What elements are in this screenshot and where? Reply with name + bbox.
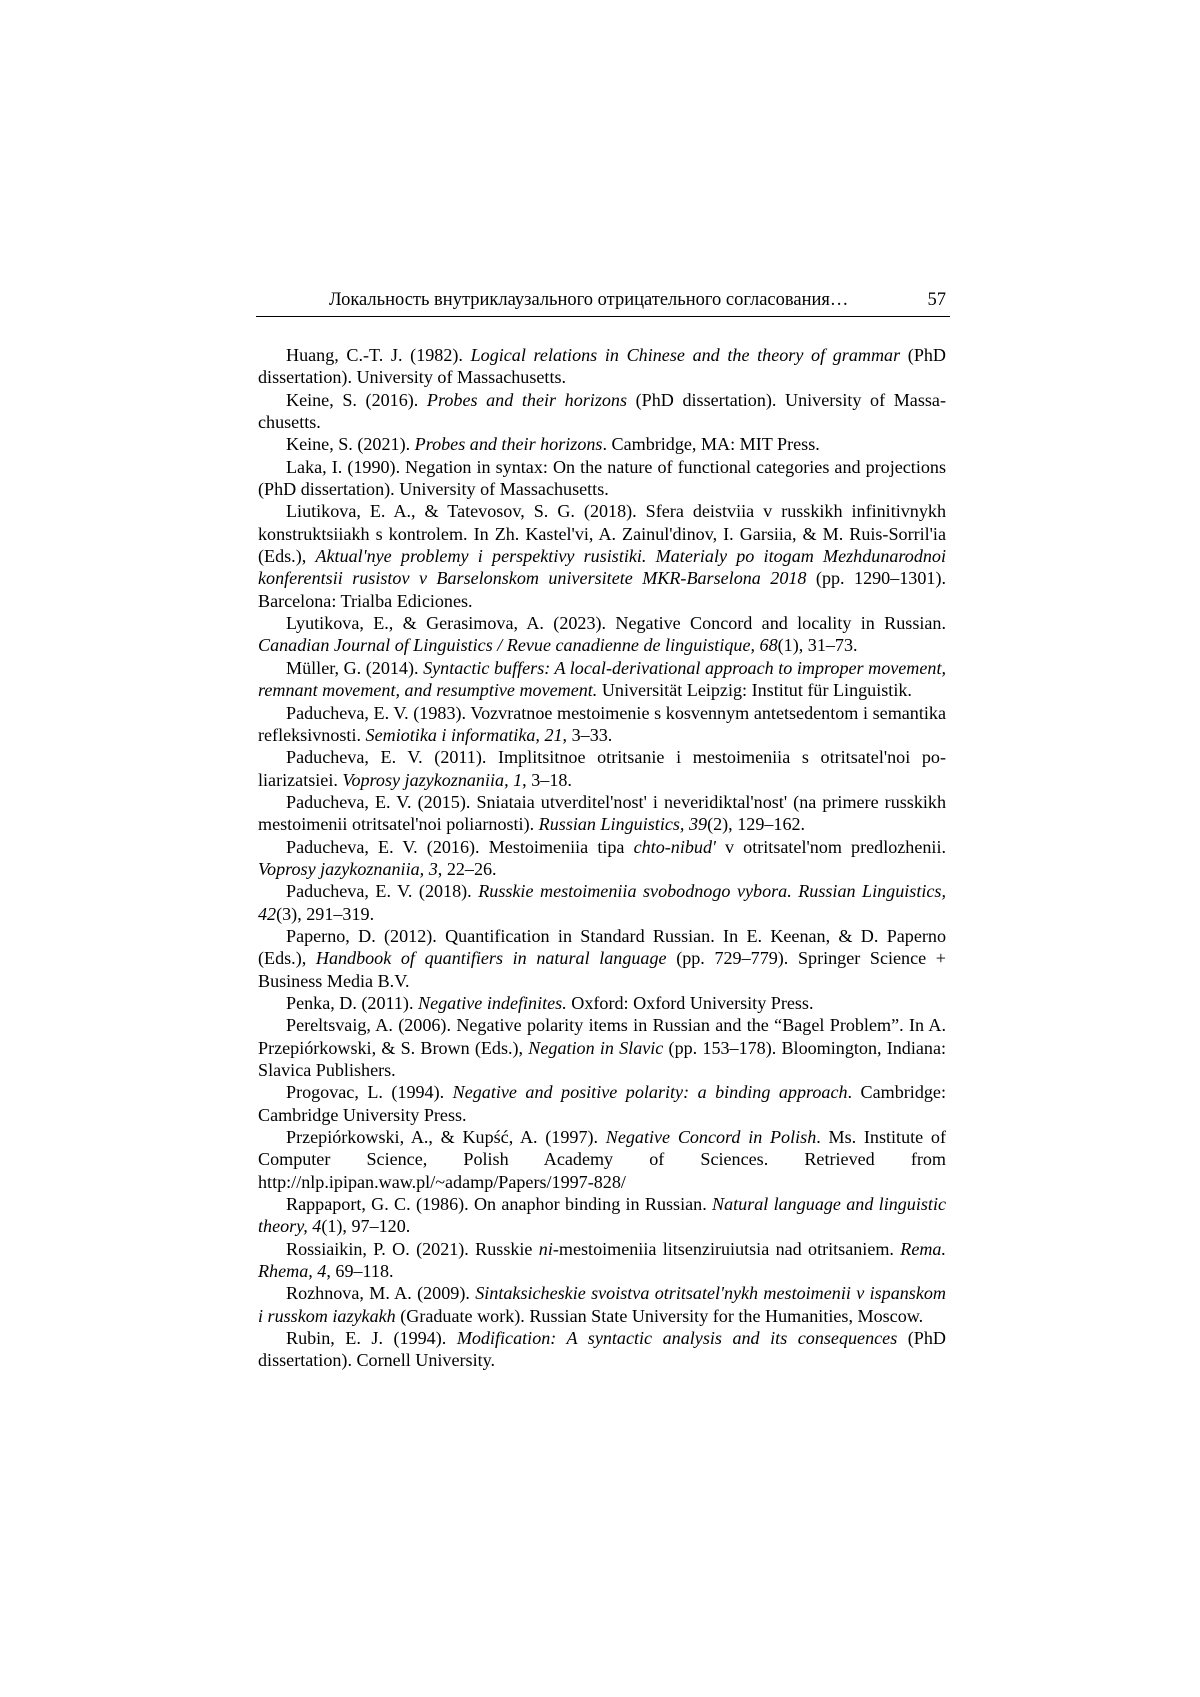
reference-italic-text: Sintaksicheskie svoistva otritsatel'nykh mestoimenii v ispanskom i russkom iazykakh	[258, 1283, 946, 1326]
reference-text: Przepiórkowski, A., & Kupść, A. (1997).	[286, 1127, 606, 1148]
reference-entry	[258, 992, 946, 1014]
reference-entry	[258, 1238, 946, 1283]
reference-text: , 22–26.	[437, 858, 497, 879]
reference-text: (2), 129–162.	[707, 814, 806, 835]
reference-text: Pereltsvaig, A. (2006). Negative polarity items in Russian and the “Bagel Problem”. In A. Przepiórkowski, & S. Brown (Eds.),	[258, 1015, 946, 1058]
reference-italic-text: Syntactic buffers: A local-derivational approach to improper movement, remnant movement, and resumptive movement.	[258, 657, 946, 701]
reference-text: , 3–33.	[562, 724, 613, 745]
reference-italic-text: Voprosy jazykoznaniia, 1	[342, 769, 523, 790]
reference-text: Oxford: Oxford University Press.	[566, 992, 814, 1013]
reference-italic-text: Negation in Slavic	[528, 1037, 664, 1058]
reference-italic-text: Negative and positive polarity: a binding approach	[452, 1082, 848, 1103]
reference-text: . Cambridge: Cambridge University Press.	[258, 1082, 946, 1125]
reference-italic-text: Negative indefinites.	[418, 992, 567, 1013]
reference-entry	[258, 1193, 946, 1238]
reference-entry	[258, 1327, 946, 1372]
reference-text: Keine, S. (2021).	[286, 434, 415, 455]
reference-italic-text: Aktual'nye problemy i perspektivy rusistiki. Materialy po itogam Mezhdunarodnoi konferentsii rusistov v Barselonskom universitete MKR-Barselona 2018	[258, 546, 947, 589]
reference-text: Lyutikova, E., & Gerasimova, A. (2023). Negative Concord and locality in Russian.	[286, 613, 946, 634]
reference-italic-text: Russian Linguistics, 39	[538, 814, 708, 835]
reference-italic-text: Natural language and linguistic theory, 4	[258, 1194, 947, 1237]
reference-italic-text: Voprosy jazykoznaniia, 3	[258, 858, 438, 879]
reference-text: Müller, G. (2014).	[286, 657, 424, 678]
reference-entry	[258, 880, 946, 925]
reference-text: -mestoimeniia litsenziruiutsia nad otritsaniem.	[552, 1238, 901, 1259]
reference-text: (1), 97–120.	[321, 1216, 411, 1237]
reference-entry	[258, 1081, 946, 1126]
reference-text: Rubin, E. J. (1994).	[286, 1328, 457, 1349]
reference-text: (pp. 153–178). Bloomington, Indiana: Slavica Publishers.	[258, 1037, 946, 1080]
page-number: 57	[927, 290, 946, 310]
reference-text: Liutikova, E. A., & Tatevosov, S. G. (2018). Sfera deistviia v russkikh infinitivnykh konstruktsiiakh s kontrolem. In Zh. Kastel'vi, A. Zainul'dinov, I. Garsiia, & M. Ruis-Sorril'ia (Eds.),	[258, 501, 946, 567]
reference-text: (PhD dissertation). University of Massachusetts.	[258, 389, 946, 433]
reference-list	[258, 344, 946, 1372]
reference-entry	[258, 746, 946, 791]
reference-italic-text: Canadian Journal of Linguistics / Revue canadienne de linguistique, 68	[258, 635, 778, 656]
reference-text: Paducheva, E. V. (1983). Vozvratnoe mestoimenie s kosvennym antetsedentom i semantika refleksivnosti.	[258, 702, 946, 745]
reference-text: Huang, C.-T. J. (1982).	[286, 345, 471, 365]
reference-text: Progovac, L. (1994).	[286, 1082, 453, 1103]
reference-text: Paducheva, E. V. (2018).	[286, 881, 479, 902]
reference-text: Universität Leipzig: Institut für Linguistik.	[597, 680, 912, 701]
reference-italic-text: chto-nibud'	[633, 836, 716, 857]
reference-entry	[258, 500, 946, 612]
reference-text: Keine, S. (2016).	[286, 389, 427, 410]
reference-text: (3), 291–319.	[276, 903, 375, 924]
reference-entry	[258, 836, 946, 881]
reference-entry	[258, 1282, 946, 1327]
reference-text: v otritsatel'nom predlozhenii.	[715, 836, 946, 857]
reference-text: Penka, D. (2011).	[286, 992, 418, 1013]
reference-text: (Graduate work). Russian State University for the Humanities, Moscow.	[395, 1305, 924, 1326]
reference-entry	[258, 1014, 946, 1081]
reference-entry	[258, 389, 946, 434]
reference-entry	[258, 657, 946, 702]
reference-italic-text: Rema. Rhema, 4	[258, 1238, 947, 1282]
reference-text: , 69–118.	[326, 1261, 394, 1282]
reference-text: (pp. 1290–1301). Barcelona: Trialba Ediciones.	[258, 568, 946, 611]
running-header	[256, 286, 950, 317]
running-title: Локальность внутриклаузального отрицательного согласования…	[329, 290, 849, 310]
reference-entry	[258, 791, 946, 836]
reference-entry	[258, 433, 946, 455]
reference-entry	[258, 612, 946, 657]
reference-text: Laka, I. (1990). Negation in syntax: On the nature of functional categories and projections (PhD dissertation). University of Massachusetts.	[258, 456, 946, 500]
reference-entry	[258, 1126, 946, 1193]
reference-entry	[258, 456, 946, 501]
reference-text: Rossiaikin, P. O. (2021). Russkie	[286, 1238, 539, 1259]
reference-text: (1), 31–73.	[777, 635, 858, 656]
reference-italic-text: Probes and their horizons	[414, 434, 603, 455]
reference-text: . Ms. Institute of Computer Science, Polish Academy of Sciences. Retrieved from http://nlp.ipipan.waw.pl/~adamp/Papers/1997-828/	[258, 1127, 946, 1192]
reference-text: Paperno, D. (2012). Quantification in Standard Russian. In E. Keenan, & D. Paperno (Eds.),	[258, 925, 946, 969]
reference-italic-text: Logical relations in Chinese and the theory of grammar	[470, 345, 901, 365]
reference-text: Paducheva, E. V. (2011). Implitsitnoe otritsanie i mestoimeniia s otritsatel'noi poliarizatsiei.	[258, 747, 946, 790]
reference-text: Paducheva, E. V. (2016). Mestoimeniia tipa	[286, 836, 634, 857]
reference-text: Rozhnova, M. A. (2009).	[286, 1283, 476, 1304]
reference-text: Paducheva, E. V. (2015). Sniataia utverditel'nost' i neveridiktal'nost' (na primere russkikh mestoimenii otritsatel'noi poliarnosti).	[258, 791, 946, 835]
reference-italic-text: Modification: A syntactic analysis and its consequences	[456, 1328, 898, 1349]
reference-italic-text: Handbook of quantifiers in natural language	[315, 948, 667, 969]
reference-italic-text: Semiotika i informatika, 21	[365, 724, 563, 745]
reference-entry	[258, 925, 946, 992]
reference-text: (PhD dissertation). University of Massachusetts.	[258, 345, 946, 388]
reference-entry	[258, 344, 946, 389]
reference-italic-text: Probes and their horizons	[426, 389, 628, 410]
reference-text: , 3–18.	[522, 769, 572, 790]
reference-italic-text: Russkie mestoimeniia svobodnogo vybora. Russian Linguistics, 42	[258, 881, 946, 924]
reference-entry	[258, 702, 946, 747]
reference-italic-text: Negative Concord in Polish	[605, 1127, 817, 1148]
reference-italic-text: ni	[538, 1238, 553, 1259]
reference-text: . Cambridge, MA: MIT Press.	[602, 434, 820, 455]
reference-text: (pp. 729–779). Springer Science + Business Media B.V.	[258, 948, 946, 991]
reference-text: (PhD dissertation). Cornell University.	[258, 1328, 946, 1371]
reference-text: Rappaport, G. C. (1986). On anaphor binding in Russian.	[286, 1194, 713, 1215]
